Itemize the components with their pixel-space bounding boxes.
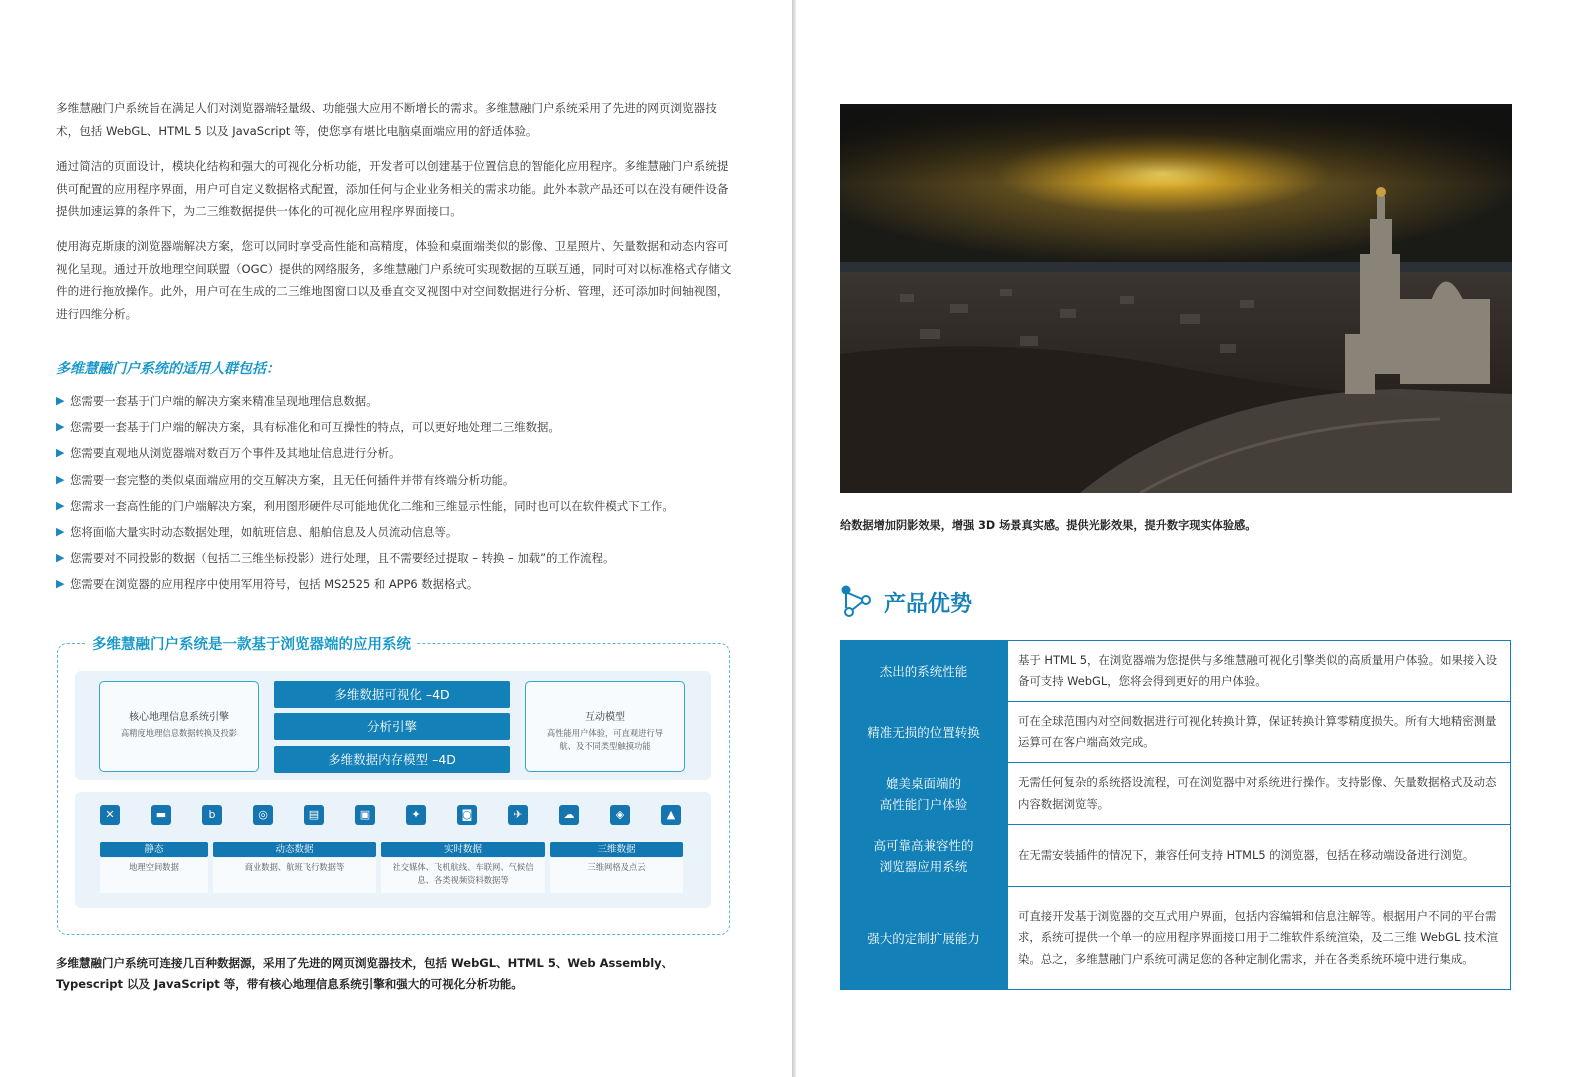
category-desc: 商业数据、航班飞行数据等 [213,858,376,893]
list-item-text: 您需要在浏览器的应用程序中使用军用符号，包括 MS2525 和 APP6 数据格式。 [70,577,479,592]
card-icon: ▬ [151,805,171,825]
list-item [56,443,746,469]
card-title: 互动模型 [585,712,625,723]
list-item [56,417,746,443]
arrow-bullet-icon: ▶ [56,551,65,565]
arrow-bullet-icon: ▶ [56,577,65,591]
advantage-name: 精准无损的位置转换 [840,702,1008,763]
right-page [796,0,1587,1077]
table-row [840,825,1511,887]
advantage-desc: 基于 HTML 5，在浏览器端为您提供与多维慧融可视化引擎类似的高质量用户体验。如果接入设备可支持 WebGL，您将会得到更好的用户体验。 [1008,641,1511,702]
advantage-name: 强大的定制扩展能力 [840,887,1008,990]
twitter-icon: ✦ [406,805,426,825]
cloud-icon: ☁ [559,805,579,825]
analysis-engine-bar: 分析引擎 [274,713,510,740]
list-item [56,391,746,417]
table-row [840,641,1511,702]
table-row [840,887,1511,990]
compass-icon: ✕ [100,805,120,825]
arrow-bullet-icon: ▶ [56,524,65,538]
category-desc: 三维网格及点云 [550,858,683,893]
list-item-text: 您需要一套完整的类似桌面端应用的交互解决方案，且无任何插件并带有终端分析功能。 [70,472,515,487]
architecture-diagram [57,637,730,935]
architecture-caption: 多维慧融门户系统可连接几百种数据源，采用了先进的网页浏览器技术，包括 WebGL、HTML 5、Web Assembly、Typescript 以及 JavaScript 等，带有核心地理信息系统引擎和强大的可视化分析功能。 [56,956,674,991]
arrow-bullet-icon: ▶ [56,420,65,434]
network-icon [838,584,872,618]
visualization-bar: 多维数据可视化 –4D [274,681,510,708]
left-page [0,0,792,1077]
section-title: 产品优势 [884,592,973,617]
bing-icon: b [202,805,222,825]
category-desc: 地理空间数据 [100,858,208,893]
list-item [56,496,746,522]
list-item [56,522,746,548]
interaction-model-card [525,681,685,772]
list-item [56,574,746,600]
sheets-icon: ▤ [304,805,324,825]
list-item-text: 您将面临大量实时动态数据处理，如航班信息、船舶信息及人员流动信息等。 [70,524,458,539]
card-desc: 高性能用户体验，可直观进行导航、及不同类型触摸功能 [546,728,664,751]
list-item-text: 您需要一套基于门户端的解决方案，具有标准化和可互操性的特点，可以更好地处理二三维数据。 [70,420,560,435]
audience-list [56,391,746,601]
advantage-desc: 可在全球范围内对空间数据进行可视化转换计算，保证转换计算零精度损失。所有大地精密测量运算可在客户端高效完成。 [1008,702,1511,763]
list-item [56,548,746,574]
advantage-desc: 可直接开发基于浏览器的交互式用户界面，包括内容编辑和信息注解等。根据用户不同的平台需求，系统可提供一个单一的应用程序界面接口用于二维软件系统渲染，及二三维 WebGL 技术渲染。总之，多维慧融门户系统可满足您的各种定制化需求，并在各类系统环境中进行集成。 [1008,887,1511,990]
arrow-bullet-icon: ▶ [56,446,65,460]
audience-heading: 多维慧融门户系统的适用人群包括： [56,361,280,377]
arrow-bullet-icon: ▶ [56,394,65,407]
list-item-text: 您需要对不同投影的数据（包括二三维坐标投影）进行处理，且不需要经过提取 – 转换 – 加载”的工作流程。 [70,551,615,566]
intro-paragraph: 多维慧融门户系统旨在满足人们对浏览器端轻量级、功能强大应用不断增长的需求。多维慧融门户系统采用了先进的网页浏览器技术，包括 WebGL、HTML 5 以及 JavaScript 等，使您享有堪比电脑桌面端应用的舒适体验。 [56,101,717,138]
bus-icon: ◙ [457,805,477,825]
core-gis-engine-card [99,681,259,772]
category-static: 静态 [100,842,208,857]
plane-icon: ✈ [508,805,528,825]
category-3d: 三维数据 [550,842,683,857]
category-dynamic: 动态数据 [213,842,376,857]
advantage-desc: 无需任何复杂的系统搭设流程，可在浏览器中对系统进行操作。支持影像、矢量数据格式及动态内容数据浏览等。 [1008,763,1511,825]
category-realtime: 实时数据 [381,842,545,857]
city-sunset-photo [840,104,1512,493]
advantages-table [840,640,1511,990]
advantage-name: 高可靠高兼容性的 浏览器应用系统 [840,825,1008,887]
data-sources-panel [75,792,711,908]
memory-model-bar: 多维数据内存模型 –4D [274,746,510,773]
category-desc: 社交媒体、飞机航线、车联网、气候信息、各类视频资料数据等 [381,858,545,893]
card-desc: 高精度地理信息数据转换及投影 [120,728,238,738]
table-row [840,763,1511,825]
list-item-text: 您需要直观地从浏览器端对数百万个事件及其地址信息进行分析。 [70,446,401,461]
list-item [56,470,746,496]
train-icon: ▣ [355,805,375,825]
arrow-bullet-icon: ▶ [56,472,65,486]
intro-paragraph: 通过简洁的页面设计，模块化结构和强大的可视化分析功能，开发者可以创建基于位置信息的智能化应用程序。多维慧融门户系统提供可配置的应用程序界面，用户可自定义数据格式配置，添加任何与企业业务相关的需求功能。此外本款产品还可以在没有硬件设备提供加速运算的条件下，为二三维数据提供一体化的可视化应用程序界面接口。 [56,159,729,219]
advantage-name: 杰出的系统性能 [840,641,1008,702]
engine-panel [75,671,711,780]
list-item-text: 您需求一套高性能的门户端解决方案，利用图形硬件尽可能地优化二维和三维显示性能，同时也可以在软件模式下工作。 [70,498,674,513]
advantage-desc: 在无需安装插件的情况下，兼容任何支持 HTML5 的浏览器，包括在移动端设备进行浏览。 [1008,825,1511,887]
advantage-name: 媲美桌面端的 高性能门户体验 [840,763,1008,825]
arrow-bullet-icon: ▶ [56,498,65,512]
photo-illustration [840,104,1512,493]
cube-icon: ◈ [610,805,630,825]
list-item-text: 您需要一套基于门户端的解决方案来精准呈现地理信息数据。 [70,394,378,408]
photo-caption: 给数据增加阴影效果，增强 3D 场景真实感。提供光影效果，提升数字现实体验感。 [840,519,1257,532]
architecture-title: 多维慧融门户系统是一款基于浏览器端的应用系统 [86,633,417,654]
terrain-icon: ▲ [661,805,681,825]
globe-icon: ◎ [253,805,273,825]
intro-paragraph: 使用海克斯康的浏览器端解决方案，您可以同时享受高性能和高精度，体验和桌面端类似的影像、卫星照片、矢量数据和动态内容可视化呈现。通过开放地理空间联盟（OGC）提供的网络服务，多维慧融门户系统可实现数据的互联互通，同时可对以标准格式存储文件的进行拖放操作。此外，用户可在生成的二三维地图窗口以及垂直交叉视图中对空间数据进行分析、管理，还可添加时间轴视图，进行四维分析。 [56,239,732,321]
card-title: 核心地理信息系统引擎 [129,712,229,723]
table-row [840,702,1511,763]
